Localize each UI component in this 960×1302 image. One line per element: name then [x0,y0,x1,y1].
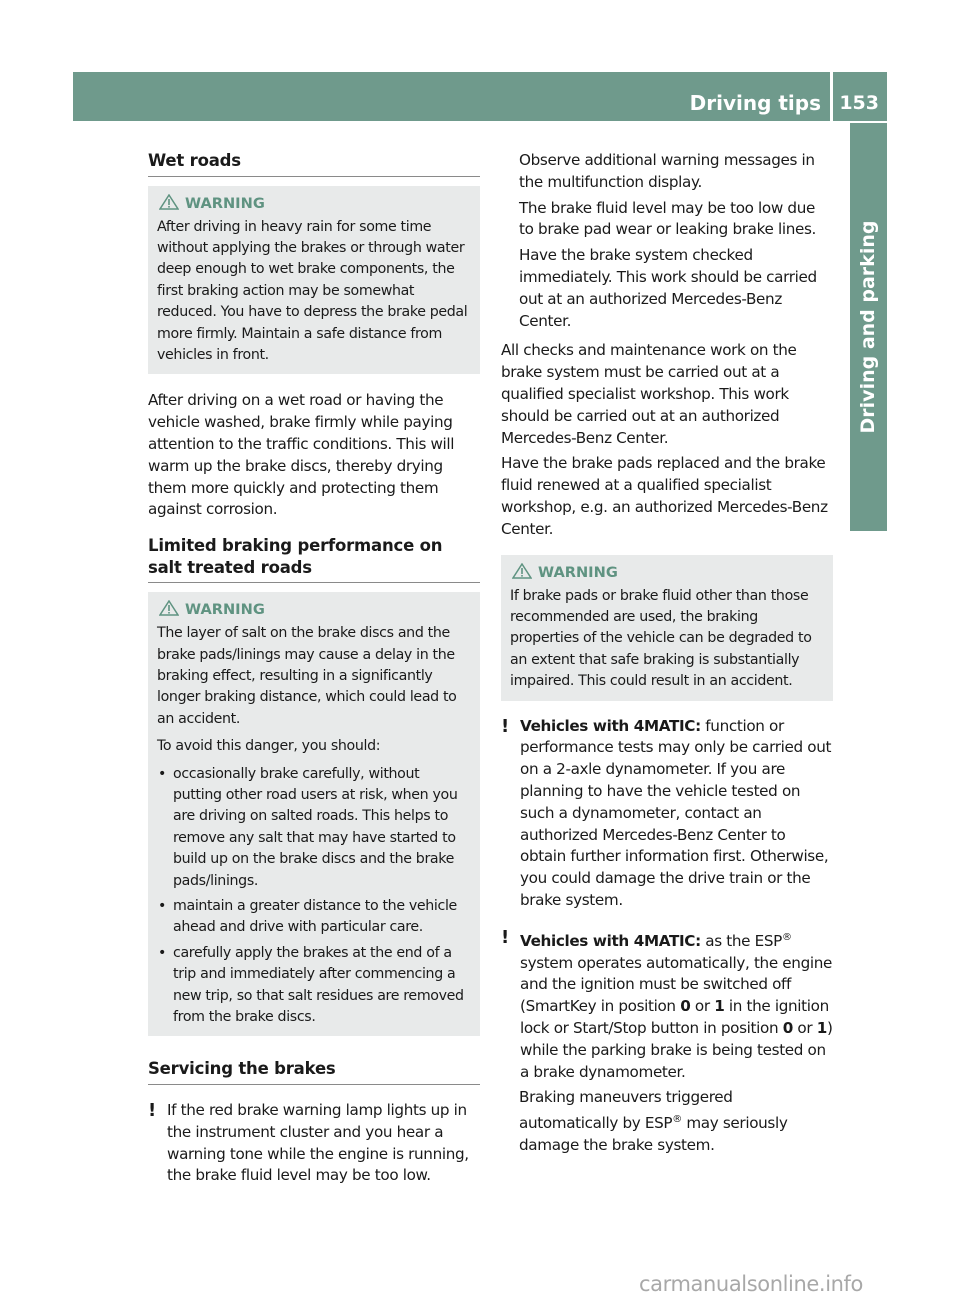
heading-servicing: Servicing the brakes [148,1058,480,1085]
chapter-label: Driving and parking [857,220,879,434]
bullet-text: maintain a greater distance to the vehicle ahead and drive with particular care. [173,898,457,936]
wet-roads-paragraph: After driving on a wet road or having the vehicle washed, brake firmly while paying attention to the traffic conditions. This will warm up the brake discs, thereby drying them more quickly and protecting them against corrosion. [148,391,455,519]
indented-paragraph: Observe additional warning messages in the multifunction display. [519,151,815,191]
exclamation-icon: ! [501,926,509,948]
bullet-item [157,764,472,892]
right-column [501,150,833,1161]
note-bold-label: Vehicles with 4MATIC: [520,716,701,735]
bullet-dot: • [158,944,167,961]
indented-paragraph: Have the brake system checked immediately. This work should be carried out at an authorized Mercedes-Benz Center. [519,246,817,330]
warning-triangle-icon [159,194,179,210]
bullet-item [157,943,472,1029]
warning-triangle-icon [159,600,179,616]
note-continuation [501,1087,833,1156]
key-position: 1 [714,997,725,1016]
warning-header [157,600,472,619]
note-text: function or performance tests may only be carried out on a 2-axle dynamometer. If you are planning to have the vehicle tested on such a dynamometer, contact an authorized Mercedes-Benz Center to obtain further information first. Otherwise, you could damage the drive train or the brake system. [520,716,832,909]
key-position: 0 [680,997,691,1016]
note-4matic-esp [501,927,833,1084]
note-text: If the red brake warning lamp lights up in the instrument cluster and you hear a warning tone while the engine is running, the brake fluid level may be too low. [167,1100,469,1185]
note-text: as the ESP [700,931,782,950]
left-column [148,150,480,1187]
warning-box-salt [148,592,480,1036]
warning-box-wet-roads [148,186,480,375]
note-text: Braking maneuvers triggered automatically by ESP [519,1088,733,1133]
bullet-dot: • [158,898,167,914]
brake-pads-paragraph: Have the brake pads replaced and the brake fluid renewed at a qualified specialist workshop, e.g. an authorized Mercedes-Benz Center. [501,454,828,538]
warning-header [510,563,825,582]
warning-label: WARNING [538,563,618,581]
note-brake-warning-lamp [148,1100,480,1187]
warning-intro: To avoid this danger, you should: [157,738,381,755]
key-position: 1 [816,1019,827,1037]
warning-text: The layer of salt on the brake discs and the brake pads/linings may cause a delay in the braking effect, resulting in a significantly longer braking distance, which could lead to an accident. [157,625,457,727]
watermark-text: carmanualsonline.info [639,1272,863,1296]
warning-label: WARNING [185,601,265,619]
note-text: or [792,1019,817,1037]
note-text: or [690,997,715,1016]
bullet-text: occasionally brake carefully, without putting other road users at risk, when you are driving on salted roads. This helps to remove any salt that may have started to build up on the brake discs and the brake pads/linings. [173,765,458,889]
bullet-dot: • [158,765,167,782]
warning-box-brake-pads [501,555,833,701]
heading-wet-roads: Wet roads [148,150,480,177]
page-number: 153 [839,92,879,114]
header-bar [73,72,887,121]
section-title: Driving tips [689,91,821,115]
exclamation-icon: ! [501,715,509,737]
chapter-side-tab [850,123,887,531]
note-text: ) while the parking brake is being tested on a brake dynamometer. [520,1019,833,1081]
maintenance-paragraph: All checks and maintenance work on the brake system must be carried out at a qualified specialist workshop. This work should be carried out at an authorized Mercedes-Benz Center. [501,341,797,447]
warning-triangle-icon [512,563,532,579]
note-4matic-tests [501,716,833,912]
header-divider [830,72,833,121]
warning-text: After driving in heavy rain for some time without applying the brakes or through water deep enough to wet brake components, the first braking action may be somewhat reduced. You have to depress the brake pedal more firmly. Maintain a safe distance from vehicles in front. [157,218,468,363]
note-text: system operates automatically, the engine and the ignition must be switched off (SmartKey in position [520,953,832,1016]
warning-label: WARNING [185,194,265,212]
key-position: 0 [782,1019,793,1037]
heading-salt-roads: Limited braking performance on salt treated roads [148,535,480,583]
indented-paragraph: The brake fluid level may be too low due to brake pad wear or leaking brake lines. [519,198,817,239]
bullet-text: carefully apply the brakes at the end of a trip and immediately after commencing a new trip, so that salt residues are removed from the brake discs. [173,944,464,1026]
note-text: may seriously damage the brake system. [519,1114,788,1155]
registered-mark: ® [782,931,792,943]
exclamation-icon: ! [148,1099,156,1121]
note-text: in the ignition lock or Start/Stop button in position [520,997,829,1037]
note-bold-label: Vehicles with 4MATIC: [520,931,701,950]
warning-header [157,194,472,213]
bullet-item [157,896,472,939]
warning-text: If brake pads or brake fluid other than those recommended are used, the braking properties of the vehicle can be degraded to an extent that safe braking is substantially impaired. This could result in an accident. [510,587,812,690]
registered-mark: ® [672,1114,682,1126]
